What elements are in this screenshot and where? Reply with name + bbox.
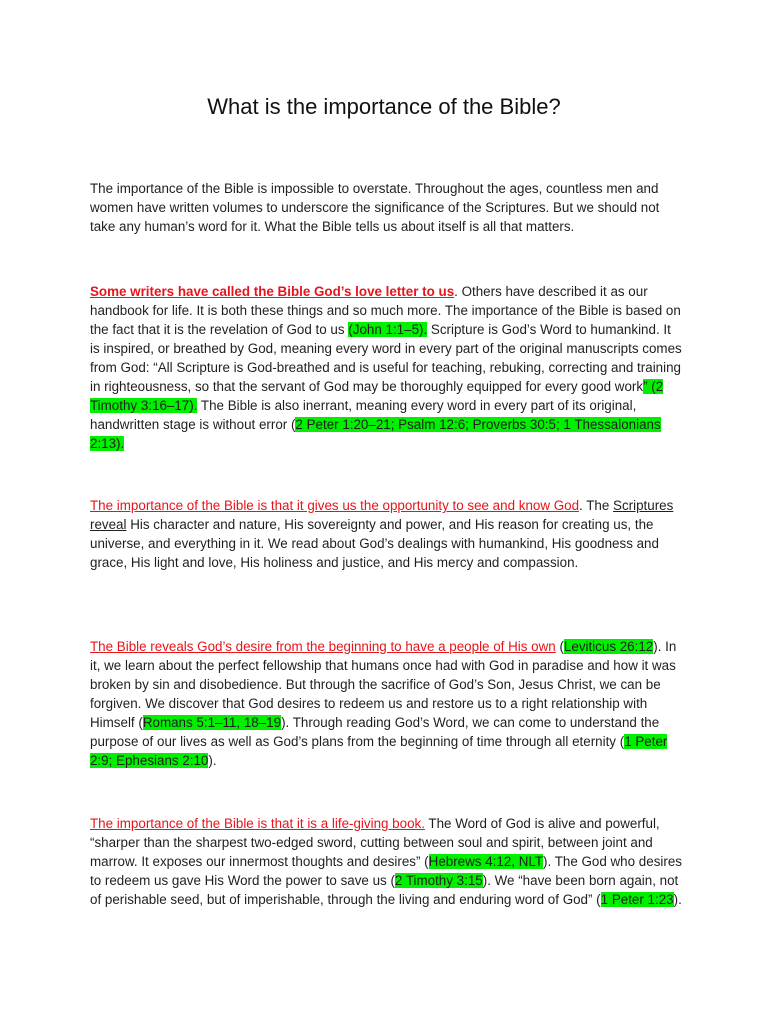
life-text-3: ). We “have been born again, not of perishable seed, but of imperishable, through the living and enduring word of God” ( [90, 873, 679, 907]
gods-desire-heading[interactable]: The Bible reveals God’s desire from the beginning to have a people of His own [90, 639, 556, 654]
scripture-reference: (John 1:1–5). [348, 322, 428, 337]
life-giving-paragraph [90, 814, 682, 909]
scriptures-reveal-link[interactable]: Scriptures reveal [90, 498, 674, 532]
know-text-2: His character and nature, His sovereignty and power, and His reason for creating us, the universe, and everything in it. We read about God’s dealings with humankind, His goodness and grace, His light and love, His holiness and justice, and His mercy and compassion. [90, 517, 659, 570]
know-text-1: . The [579, 498, 614, 513]
scripture-reference: ” (2 Timothy 3:16–17). [90, 379, 664, 413]
scripture-reference: 1 Peter 1:23 [600, 892, 674, 907]
scripture-reference: Leviticus 26:12 [563, 639, 654, 654]
life-text-4: ). [673, 892, 682, 907]
desire-text-2: ). In it, we learn about the perfect fellowship that humans once had with God in paradise and how it was broken by sin and disobedience. But through the sacrifice of God’s Son, Jesus Christ, we can be forgiven. We discover that God desires to redeem us and restore us to a right relationship with Himself ( [90, 639, 677, 730]
scripture-reference: 2 Peter 1:20–21; Psalm 12:6; Proverbs 30:5; 1 Thessalonians 2:13). [90, 417, 661, 451]
life-text-2: ). The God who desires to redeem us gave His Word the power to save us ( [90, 854, 682, 888]
gods-desire-paragraph [90, 637, 682, 770]
intro-paragraph: The importance of the Bible is impossible to overstate. Throughout the ages, countless men and women have written volumes to underscore the significance of the Scriptures. But we should not take any human’s word for it. What the Bible tells us about itself is all that matters. [90, 181, 660, 234]
know-god-heading[interactable]: The importance of the Bible is that it gives us the opportunity to see and know God [90, 498, 580, 513]
desire-text-4: ). [208, 753, 217, 768]
love-text-2: Scripture is God’s Word to humankind. It is inspired, or breathed by God, meaning every word in every part of the original manuscripts comes from God: “All Scripture is God-breathed and is useful for teaching, rebuking, correcting and training in righteousness, so that the servant of God may be thoroughly equipped for every good work [90, 322, 682, 394]
life-giving-heading[interactable]: The importance of the Bible is that it is a life-giving book. [90, 816, 425, 831]
scripture-reference: 1 Peter 2:9; Ephesians 2:10 [90, 734, 668, 768]
love-letter-heading[interactable]: Some writers have called the Bible God’s love letter to us [90, 284, 455, 299]
life-text-1: The Word of God is alive and powerful, “sharper than the sharpest two-edged sword, cutting between soul and spirit, between joint and marrow. It exposes our innermost thoughts and desires” ( [90, 816, 660, 869]
know-god-paragraph [90, 496, 682, 572]
scripture-reference: 2 Timothy 3:15 [394, 873, 483, 888]
scripture-reference: Hebrews 4:12, NLT [428, 854, 544, 869]
love-letter-paragraph [90, 282, 682, 453]
love-text-3: The Bible is also inerrant, meaning every word in every part of its original, handwritten stage is without error ( [90, 398, 637, 432]
desire-text-3: ). Through reading God’s Word, we can come to understand the purpose of our lives as well as God’s plans from the beginning of time through all eternity ( [90, 715, 660, 749]
page-title: What is the importance of the Bible? [207, 94, 561, 119]
love-text-1: . Others have described it as our handbook for life. It is both these things and so much more. The importance of the Bible is based on the fact that it is the revelation of God to us [90, 284, 681, 337]
desire-text-1: ( [555, 639, 564, 654]
scripture-reference: Romans 5:1–11, 18–19 [142, 715, 282, 730]
